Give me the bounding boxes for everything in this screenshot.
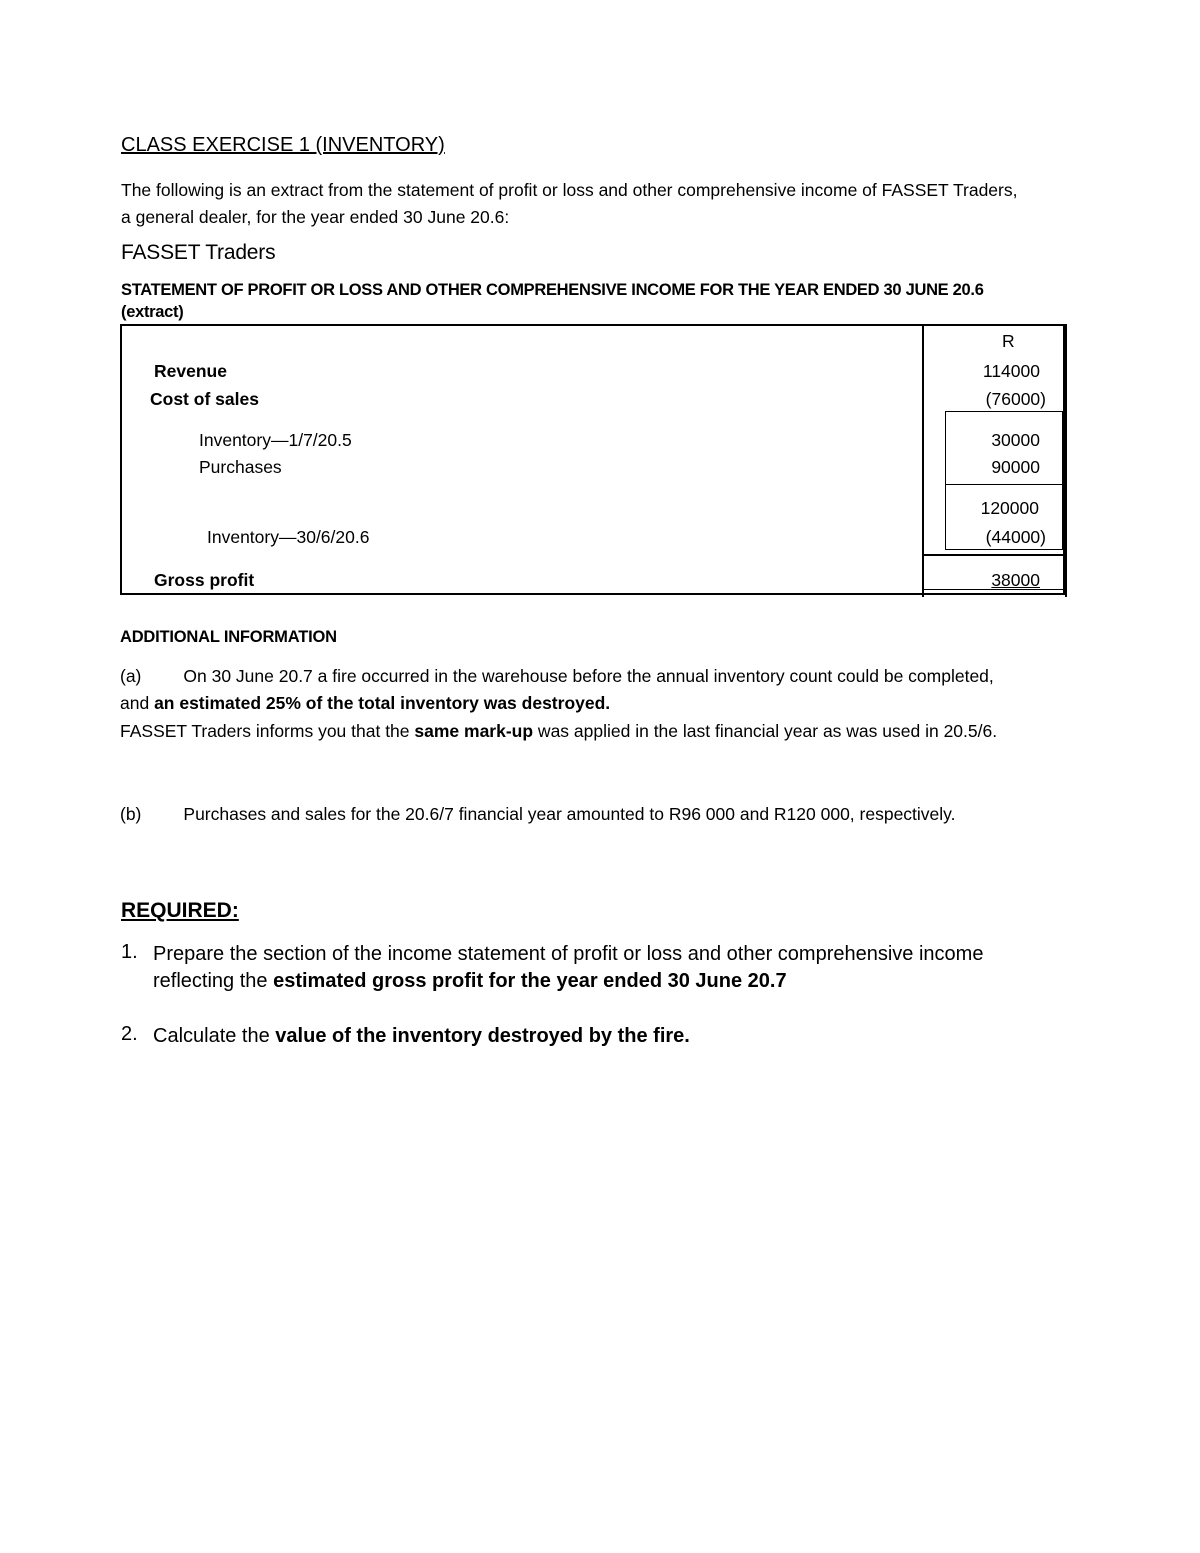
question-1-bold: estimated gross profit for the year ended 30 June 20.7 bbox=[273, 970, 787, 992]
gross-profit-value: 38000 bbox=[991, 570, 1040, 590]
note-b bbox=[120, 801, 1020, 828]
subtotal-value: 120000 bbox=[980, 498, 1039, 518]
note-a-marker: (a) bbox=[120, 666, 142, 686]
note-a-markup-bold: same mark-up bbox=[414, 721, 534, 741]
revenue-label: Revenue bbox=[154, 361, 227, 381]
cost-of-sales-label: Cost of sales bbox=[150, 389, 259, 409]
additional-info-heading: ADDITIONAL INFORMATION bbox=[120, 628, 337, 646]
company-name: FASSET Traders bbox=[121, 241, 276, 264]
note-a-bold: an estimated 25% of the total inventory was destroyed. bbox=[154, 693, 611, 713]
note-a-text: On 30 June 20.7 a fire occurred in the warehouse before the annual inventory count could be completed, and bbox=[120, 666, 994, 713]
note-a bbox=[120, 663, 1020, 717]
revenue-value: 114000 bbox=[982, 361, 1040, 381]
note-b-marker: (b) bbox=[120, 804, 142, 824]
question-1-text: Prepare the section of the income statement of profit or loss and other comprehensive income reflecting the bbox=[153, 943, 984, 992]
intro-paragraph: The following is an extract from the statement of profit or loss and other comprehensive income of FASSET Traders, a general dealer, for the year ended 30 June 20.6: bbox=[121, 180, 1018, 227]
required-heading: REQUIRED: bbox=[121, 899, 239, 922]
question-2-number: 2. bbox=[121, 1023, 138, 1045]
amount-column-edge bbox=[1065, 324, 1067, 597]
note-a-markup-text-2: was applied in the last financial year as was used in 20.5/6. bbox=[533, 721, 998, 741]
closing-inventory-label: Inventory—30/6/20.6 bbox=[207, 527, 370, 547]
statement-title: STATEMENT OF PROFIT OR LOSS AND OTHER COMPREHENSIVE INCOME FOR THE YEAR ENDED 30 JUNE 20.6 (extract) bbox=[121, 281, 984, 321]
gross-profit-rule bbox=[924, 554, 1065, 556]
opening-inventory-label: Inventory—1/7/20.5 bbox=[199, 430, 352, 450]
question-1-number: 1. bbox=[121, 941, 138, 963]
exercise-title: CLASS EXERCISE 1 (INVENTORY) bbox=[121, 134, 445, 156]
question-2 bbox=[153, 1023, 1033, 1050]
column-divider bbox=[922, 324, 924, 597]
note-a-markup bbox=[120, 718, 1020, 745]
question-2-bold: value of the inventory destroyed by the fire. bbox=[275, 1025, 690, 1047]
note-a-markup-text-1: FASSET Traders informs you that the bbox=[120, 721, 415, 741]
purchases-value: 90000 bbox=[991, 457, 1040, 477]
cost-of-sales-value: (76000) bbox=[985, 389, 1046, 409]
currency-header: R bbox=[1002, 331, 1015, 351]
note-b-text: Purchases and sales for the 20.6/7 financial year amounted to R96 000 and R120 000, respectively. bbox=[183, 804, 956, 824]
question-1 bbox=[153, 941, 1033, 995]
opening-inventory-value: 30000 bbox=[991, 430, 1040, 450]
gross-profit-label: Gross profit bbox=[154, 570, 255, 590]
question-2-text: Calculate the bbox=[153, 1025, 276, 1047]
purchases-label: Purchases bbox=[199, 457, 282, 477]
closing-inventory-value: (44000) bbox=[985, 527, 1046, 547]
